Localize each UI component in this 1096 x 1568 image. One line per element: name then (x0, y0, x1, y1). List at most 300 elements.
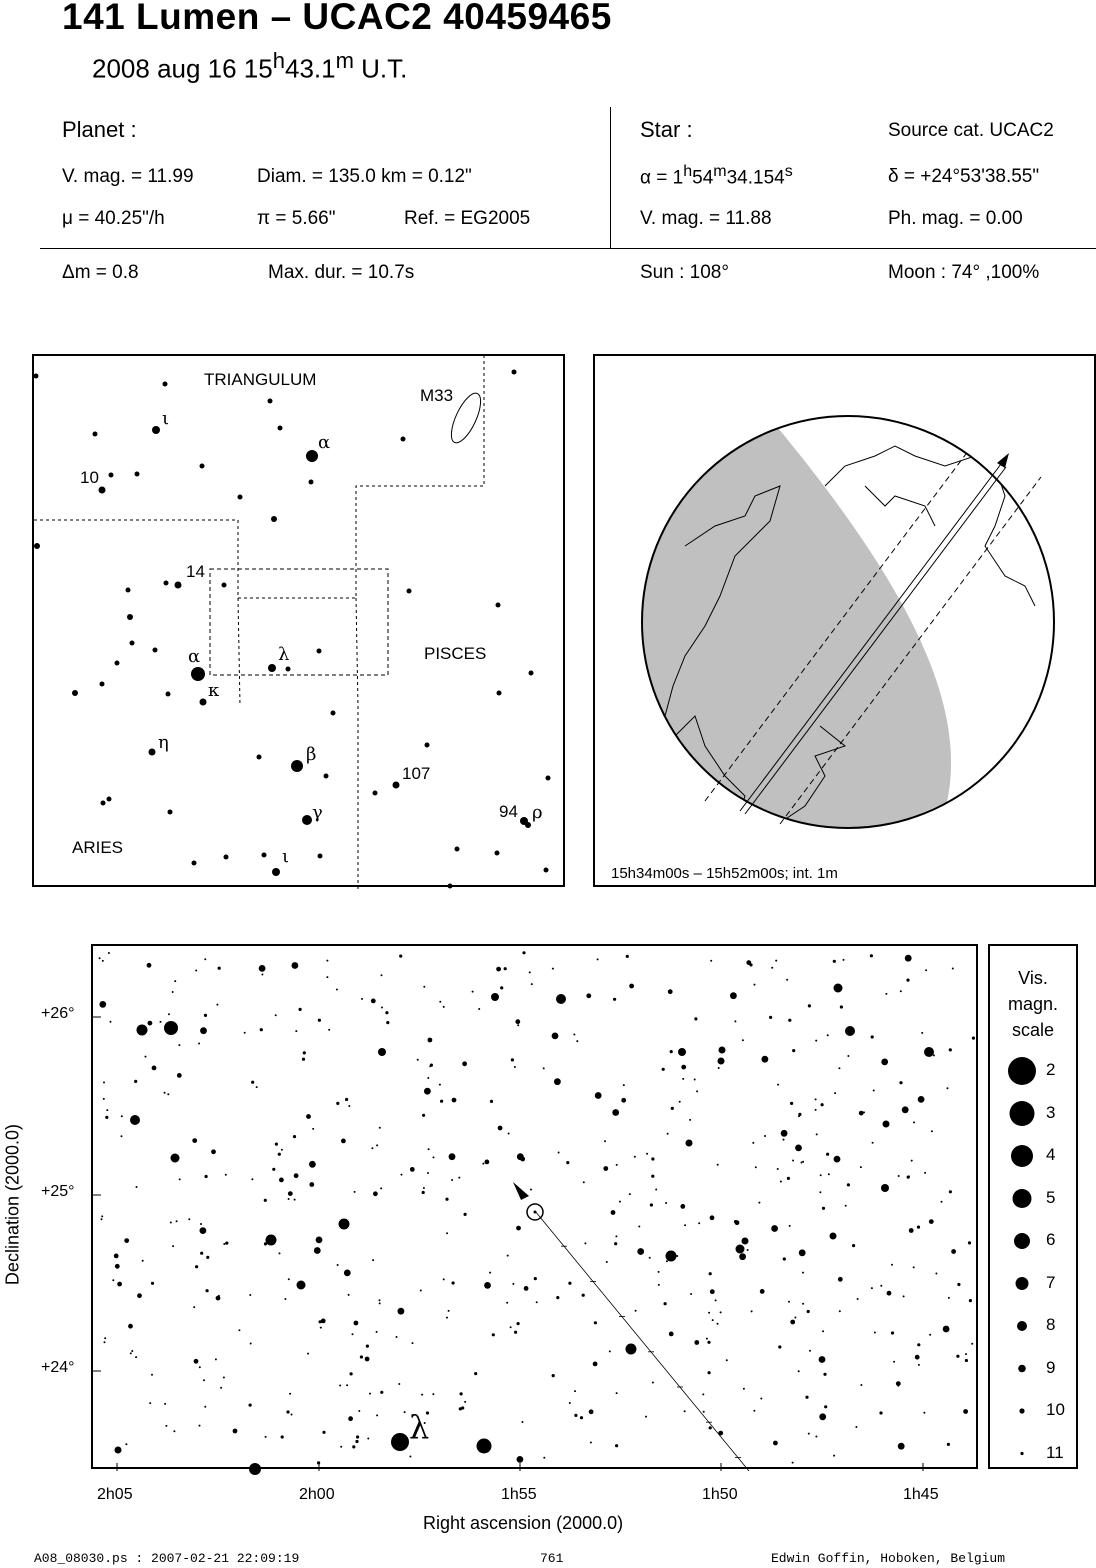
field-star (913, 1266, 915, 1268)
scale-dot-mag-6 (1014, 1233, 1030, 1249)
field-star (223, 1377, 225, 1379)
field-star (594, 1321, 597, 1324)
field-star (873, 1090, 875, 1092)
field-star (838, 1277, 843, 1282)
field-star (429, 1065, 431, 1067)
field-star (947, 1087, 949, 1089)
field-star (593, 1362, 598, 1367)
sun-elongation: Sun : 108° (640, 262, 729, 283)
field-star (965, 1353, 967, 1355)
field-star (931, 1130, 933, 1132)
label-gamma: γ (312, 802, 323, 823)
label-lambda-detail: λ (409, 1408, 430, 1446)
field-star (356, 1435, 359, 1438)
field-star (293, 1135, 296, 1138)
field-star (398, 1383, 400, 1385)
field-star (735, 1220, 740, 1225)
scale-label-mag-2: 2 (1046, 1060, 1056, 1079)
field-star (947, 1443, 950, 1446)
bright-star (719, 1047, 726, 1054)
field-star (652, 1382, 654, 1384)
field-star (367, 1438, 369, 1440)
star-heading: Star : (640, 117, 693, 142)
field-star (199, 1366, 201, 1368)
finder-star (93, 432, 98, 437)
field-star (742, 1039, 744, 1041)
label-pisces: PISCES (424, 644, 487, 663)
planet-diameter: Diam. = 135.0 km = 0.12" (257, 166, 472, 187)
finder-star (268, 664, 276, 672)
finder-star (135, 472, 140, 477)
field-star (815, 1040, 817, 1042)
field-star (658, 1271, 660, 1273)
field-star (256, 1086, 258, 1088)
field-star (110, 1021, 112, 1023)
field-star (552, 1033, 559, 1040)
field-star (373, 1191, 378, 1196)
finder-star (149, 749, 156, 756)
field-star (566, 1161, 569, 1164)
field-star (275, 1014, 277, 1016)
field-star (968, 1241, 971, 1244)
finder-star (191, 667, 205, 681)
field-star (871, 1035, 874, 1038)
field-star (145, 1056, 147, 1058)
finder-star (34, 374, 39, 379)
field-star (778, 1345, 781, 1348)
field-star (160, 1021, 162, 1023)
field-star (847, 1055, 849, 1057)
field-star (312, 1128, 314, 1130)
coastline-alaska (865, 486, 935, 526)
field-star (492, 1333, 495, 1336)
field-star (251, 1178, 253, 1180)
field-star (309, 1182, 314, 1187)
field-star (449, 1153, 456, 1160)
bright-star (834, 984, 843, 993)
field-star (828, 1173, 830, 1175)
field-star (490, 1100, 493, 1103)
finder-star (168, 810, 173, 815)
finder-star (278, 426, 283, 431)
field-star (845, 1205, 847, 1207)
field-star (706, 1338, 708, 1340)
finder-star (455, 847, 460, 852)
field-star (863, 1111, 865, 1113)
field-star (808, 1433, 810, 1435)
field-star (376, 1144, 378, 1146)
field-star (381, 974, 383, 976)
field-star (611, 1210, 616, 1215)
bright-star (115, 1447, 122, 1454)
field-star (168, 1013, 170, 1015)
field-star (911, 1160, 913, 1162)
field-star (106, 1109, 108, 1111)
finder-star (127, 614, 133, 620)
field-star (667, 1133, 669, 1135)
field-star (137, 1293, 142, 1298)
field-star (833, 1455, 835, 1457)
bright-star (391, 1433, 409, 1451)
field-star (717, 1164, 719, 1166)
field-star (380, 1391, 383, 1394)
field-star (485, 1160, 490, 1165)
field-star (616, 1164, 618, 1166)
scale-label-mag-4: 4 (1046, 1145, 1056, 1164)
field-star (651, 1175, 654, 1178)
field-star (718, 1067, 720, 1069)
field-star (379, 1127, 381, 1129)
field-star (582, 1294, 585, 1297)
field-star (142, 1260, 144, 1262)
field-star (135, 1356, 137, 1358)
bright-star (718, 1058, 725, 1065)
field-star (451, 1179, 453, 1181)
field-star (681, 1065, 686, 1070)
field-star (198, 1043, 200, 1045)
constellation-boundary (34, 356, 484, 598)
field-star (734, 1020, 736, 1022)
field-star (827, 1034, 829, 1036)
field-star (543, 1067, 545, 1069)
finder-star (425, 743, 430, 748)
field-star (815, 1098, 817, 1100)
field-star (637, 1248, 644, 1255)
finder-star (262, 853, 267, 858)
finder-star (238, 495, 243, 500)
field-star (203, 1379, 205, 1381)
field-star (514, 1331, 517, 1334)
planet-vmag: V. mag. = 11.99 (62, 166, 194, 187)
field-star (664, 1302, 667, 1305)
field-star (702, 1393, 704, 1395)
field-star (534, 1277, 537, 1280)
field-star (655, 1189, 657, 1191)
planet-motion: μ = 40.25"/h (62, 208, 165, 229)
field-star (506, 1302, 508, 1304)
field-star (420, 1290, 422, 1292)
star-declination: δ = +24°53'38.55" (888, 166, 1040, 187)
field-star (906, 979, 909, 982)
field-star (164, 1403, 166, 1405)
scale-dot-mag-11 (1020, 1452, 1023, 1455)
field-star (101, 1215, 103, 1217)
label-star-10: 10 (80, 468, 99, 487)
finder-star (99, 487, 106, 494)
field-star (762, 1056, 769, 1063)
field-star (474, 1372, 477, 1375)
field-star (948, 1297, 950, 1299)
field-star (792, 1462, 794, 1464)
finder-star (525, 822, 531, 828)
field-star (879, 1411, 882, 1414)
field-star (726, 1359, 728, 1361)
field-star (712, 1319, 714, 1321)
page-title: 141 Lumen – UCAC2 40459465 (62, 0, 612, 37)
bright-star (164, 1021, 178, 1035)
field-star (669, 1332, 674, 1337)
field-star (753, 1410, 755, 1412)
field-star (206, 1256, 209, 1259)
field-star (855, 1426, 857, 1428)
bright-star (626, 1344, 637, 1355)
field-star (658, 1284, 660, 1286)
field-star (807, 1310, 810, 1313)
field-star (147, 963, 152, 968)
motion-arrow (513, 1182, 529, 1200)
finder-star (163, 382, 168, 387)
finder-star (373, 791, 378, 796)
globe-svg (595, 356, 1096, 889)
field-star (309, 1161, 316, 1168)
label-rho: ρ (532, 802, 543, 823)
label-alpha-tri: α (318, 432, 331, 453)
field-star (822, 1207, 825, 1210)
field-star (422, 1191, 425, 1194)
finder-star (306, 450, 318, 462)
field-star (200, 1223, 202, 1225)
field-star (299, 1008, 302, 1011)
field-star (289, 1393, 291, 1395)
field-star (284, 1298, 286, 1300)
field-star (328, 1029, 330, 1031)
field-star (105, 1116, 108, 1119)
field-star (949, 1190, 952, 1193)
field-star (365, 1357, 370, 1362)
field-star (103, 1081, 105, 1083)
bright-star (883, 1121, 890, 1128)
bright-star (378, 1048, 386, 1056)
field-star (556, 1296, 559, 1299)
field-star (164, 1092, 166, 1094)
field-star (670, 1050, 673, 1053)
field-star (819, 1413, 826, 1420)
field-star (314, 1247, 321, 1254)
field-star (755, 1166, 757, 1168)
bright-star (339, 1219, 350, 1230)
finder-star (175, 582, 182, 589)
field-star (200, 1252, 203, 1255)
field-star (823, 1373, 826, 1376)
field-star (478, 1008, 480, 1010)
field-star (614, 1242, 617, 1245)
field-star (204, 958, 206, 960)
field-star (819, 1356, 826, 1363)
field-star (789, 1225, 791, 1227)
field-star (102, 960, 104, 962)
finder-star (268, 399, 273, 404)
field-star (517, 1153, 524, 1160)
label-eta: η (158, 732, 169, 753)
finder-star (291, 760, 303, 772)
scale-dot-mag-8 (1017, 1321, 1027, 1331)
field-star (336, 989, 338, 991)
field-star (730, 992, 737, 999)
field-star (899, 1081, 902, 1084)
field-star (379, 1299, 381, 1301)
field-star (422, 1114, 425, 1117)
scale-label-mag-8: 8 (1046, 1315, 1056, 1334)
bright-star (742, 1238, 749, 1245)
field-star (344, 1270, 351, 1277)
field-star (218, 967, 221, 970)
finder-star (164, 581, 169, 586)
field-star (645, 1416, 647, 1418)
field-star (586, 993, 591, 998)
field-star (752, 1142, 754, 1144)
field-star (805, 1396, 808, 1399)
field-star (165, 1425, 167, 1427)
field-star (172, 991, 174, 993)
field-star (199, 1425, 201, 1427)
field-star (820, 1174, 822, 1176)
field-star (918, 1096, 925, 1103)
field-star (428, 1038, 433, 1043)
field-star (709, 1426, 712, 1429)
field-star (880, 1285, 882, 1287)
field-star (972, 1037, 975, 1040)
field-star (396, 1336, 398, 1338)
field-star (790, 1320, 795, 1325)
field-star (821, 1103, 824, 1106)
field-star (170, 1222, 172, 1224)
field-star (498, 1126, 503, 1131)
field-star (629, 1193, 631, 1195)
field-star (913, 1121, 915, 1123)
field-star (423, 986, 425, 988)
finder-star (512, 370, 517, 375)
field-star (529, 971, 531, 973)
field-star (264, 1199, 267, 1202)
field-star (574, 1414, 577, 1417)
field-star (192, 1138, 197, 1143)
field-star (613, 998, 616, 1001)
field-star (500, 986, 503, 989)
field-star (615, 1235, 617, 1237)
label-aries: ARIES (72, 838, 124, 857)
field-star (694, 1079, 696, 1081)
label-alpha-ari: α (188, 646, 201, 667)
field-star (345, 1098, 348, 1101)
field-star (554, 1078, 561, 1085)
field-star (815, 1436, 817, 1438)
field-star (799, 1249, 806, 1256)
bright-star (491, 993, 499, 1001)
field-star (303, 1051, 306, 1054)
field-star (824, 1405, 827, 1408)
field-star (833, 960, 836, 963)
field-star (244, 1032, 246, 1034)
field-star (887, 1291, 892, 1296)
field-star (427, 1077, 429, 1079)
field-star (339, 1385, 341, 1387)
field-star (669, 990, 672, 993)
field-star (760, 1289, 765, 1294)
field-star (569, 1402, 571, 1404)
magnitude-scale-panel (988, 944, 1078, 1469)
field-star (684, 1224, 686, 1226)
field-star (439, 1001, 441, 1003)
field-star (151, 1374, 153, 1376)
field-star (366, 1345, 369, 1348)
field-star (852, 1244, 855, 1247)
finder-star (153, 648, 158, 653)
field-star (238, 1329, 240, 1331)
field-star (288, 1198, 290, 1200)
field-star (427, 1172, 429, 1174)
field-star (215, 1358, 217, 1360)
finder-star (107, 797, 112, 802)
field-star (348, 1416, 353, 1421)
field-star (826, 1153, 829, 1156)
track-ticks (561, 1246, 741, 1457)
field-star (769, 1016, 772, 1019)
field-star (421, 1394, 423, 1396)
field-star (623, 1084, 625, 1086)
field-star (464, 1213, 467, 1216)
field-star (121, 1115, 123, 1117)
field-star (445, 1198, 448, 1201)
field-star (355, 1440, 358, 1443)
finder-star (407, 589, 412, 594)
field-star (265, 1436, 267, 1438)
field-star (130, 1352, 132, 1354)
field-star (792, 1160, 794, 1162)
field-star (816, 1133, 818, 1135)
field-star (223, 1243, 225, 1245)
field-star (218, 1295, 220, 1297)
field-star (898, 1443, 905, 1450)
field-star (279, 1252, 281, 1254)
scale-dot-mag-4 (1011, 1145, 1033, 1167)
field-star (148, 1021, 153, 1026)
finder-star (101, 801, 106, 806)
x-axis-title: Right ascension (2000.0) (423, 1513, 624, 1533)
field-star (710, 1289, 715, 1294)
globe-time-caption: 15h34m00s – 15h52m00s; int. 1m (611, 865, 838, 882)
finder-star (317, 649, 322, 654)
finder-star (126, 588, 131, 593)
field-star (603, 1166, 608, 1171)
field-star (662, 1068, 665, 1071)
field-star (114, 1254, 119, 1259)
field-star (179, 1178, 181, 1180)
field-star (680, 1204, 685, 1209)
scale-label-mag-3: 3 (1046, 1102, 1056, 1122)
field-star (128, 1324, 133, 1329)
scale-dot-mag-7 (1016, 1277, 1029, 1290)
finder-star (200, 699, 207, 706)
field-star (783, 1257, 786, 1260)
field-star (665, 1202, 667, 1204)
moon-info: Moon : 74° ,100% (888, 262, 1040, 283)
finder-chart (32, 354, 565, 887)
field-star (381, 1007, 383, 1009)
finder-star (497, 691, 502, 696)
scale-title-1: Vis. (1018, 968, 1048, 988)
detail-star-chart (91, 944, 978, 1469)
field-star (428, 1148, 430, 1150)
finder-star (130, 641, 135, 646)
field-star (798, 1370, 800, 1372)
field-star (666, 1260, 668, 1262)
field-star (195, 1265, 198, 1268)
bright-star (171, 1154, 180, 1163)
field-star (754, 984, 756, 986)
field-star (204, 1014, 207, 1017)
field-star (881, 1059, 888, 1066)
field-star (99, 1001, 106, 1008)
